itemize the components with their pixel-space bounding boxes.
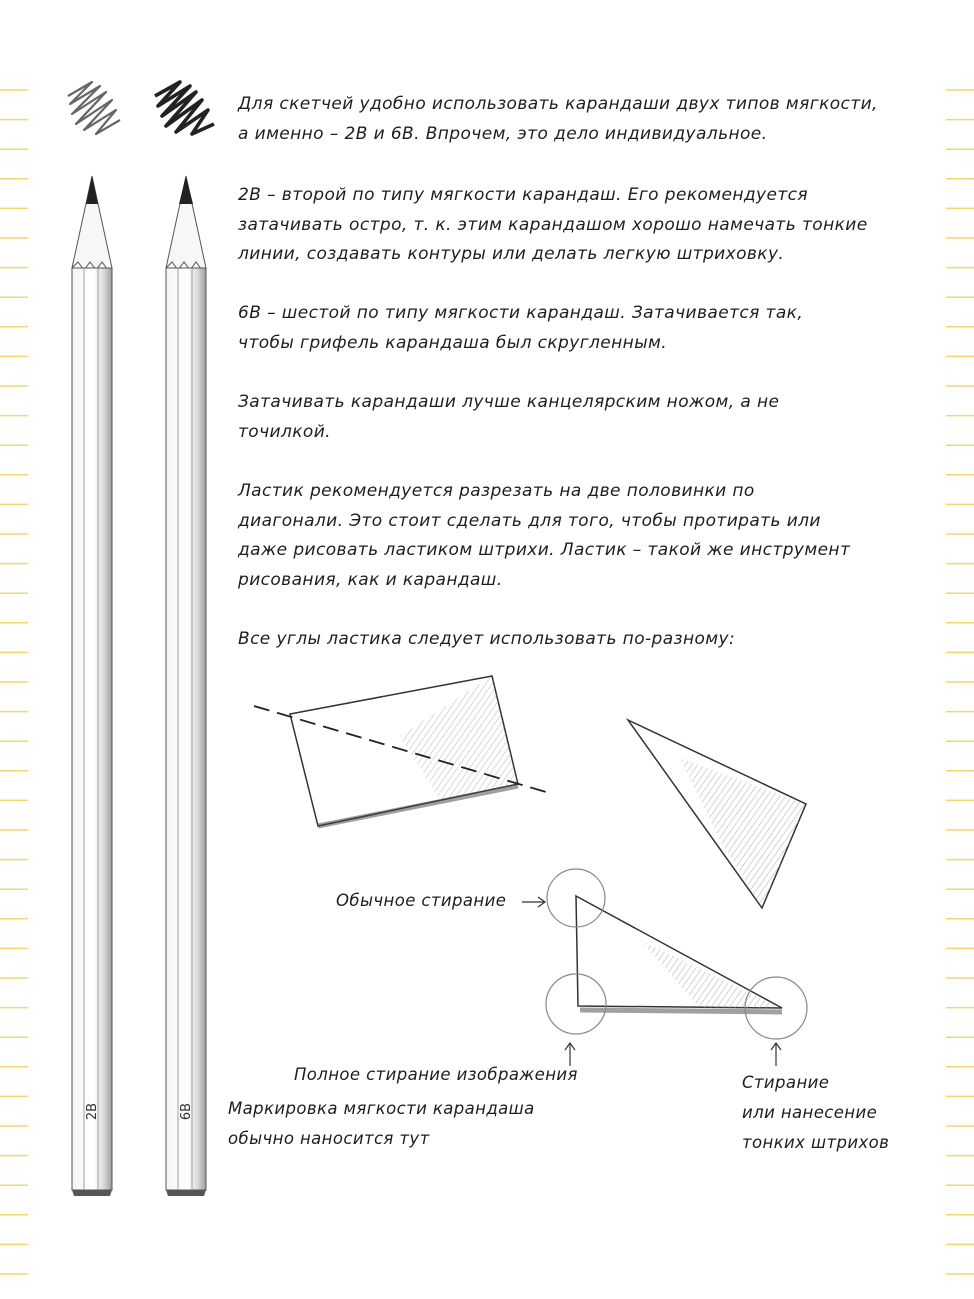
- paragraph-line: рисования, как и карандаш.: [238, 569, 503, 590]
- label-line: тонких штрихов: [742, 1133, 890, 1152]
- paragraph-eraser: [238, 477, 928, 595]
- paragraph-line: 2B – второй по типу мягкости карандаш. Его рекомендуется: [238, 185, 809, 205]
- paragraph-line: Ластик рекомендуется разрезать на две половинки по: [238, 481, 755, 501]
- paragraph-line: даже рисовать ластиком штрихи. Ластик – такой же инструмент: [238, 540, 851, 560]
- paragraph-line: Затачивать карандаши лучше канцелярским ножом, а не: [238, 392, 780, 412]
- pencil-2b-mark: 2B: [85, 1102, 101, 1121]
- paragraph-line: Все углы ластика следует использовать по-разному:: [238, 629, 736, 649]
- paragraph-line: а именно – 2B и 6B. Впрочем, это дело индивидуальное.: [238, 123, 768, 144]
- label-marking: [228, 1094, 535, 1154]
- paragraph-line: 6B – шестой по типу мягкости карандаш. Затачивается так,: [238, 303, 804, 323]
- scribble-6b-icon: [155, 82, 214, 134]
- scribble-2b-icon: [68, 82, 120, 134]
- arrow-normal-icon: [522, 897, 545, 907]
- paragraph-line: диагонали. Это стоит сделать для того, чтобы протирать или: [238, 510, 821, 531]
- paragraph-sharpen: [238, 388, 928, 447]
- paragraph-line: чтобы грифель карандаша был скругленным.: [238, 332, 668, 353]
- paragraph-line: точилкой.: [238, 421, 331, 442]
- label-line: Стирание: [742, 1073, 830, 1092]
- label-line: обычно наносится тут: [228, 1129, 430, 1148]
- paragraph-line: линии, создавать контуры или делать легкую штриховку.: [238, 244, 785, 264]
- label-full-erasing: Полное стирание изображения: [294, 1065, 578, 1084]
- pencil-6b-mark: 6B: [179, 1102, 195, 1121]
- eraser-whole: [254, 676, 546, 826]
- label-line: или нанесение: [742, 1103, 878, 1122]
- label-fine-strokes: [742, 1068, 889, 1158]
- pencil-6b: [166, 176, 206, 1196]
- paragraph-2b: [238, 181, 928, 270]
- label-line: Маркировка мягкости карандаша: [228, 1099, 535, 1118]
- paragraph-line: затачивать остро, т. к. этим карандашом хорошо намечать тонкие: [238, 214, 868, 235]
- arrow-fine-icon: [771, 1043, 781, 1066]
- label-normal-erasing: Обычное стирание: [336, 891, 507, 910]
- eraser-half: [628, 720, 806, 908]
- paragraph-line: Для скетчей удобно использовать карандаши двух типов мягкости,: [238, 94, 878, 114]
- pencil-2b: [72, 176, 112, 1196]
- paragraph-corners: [238, 625, 928, 655]
- paragraph-intro: [238, 90, 928, 149]
- paragraph-6b: [238, 299, 928, 358]
